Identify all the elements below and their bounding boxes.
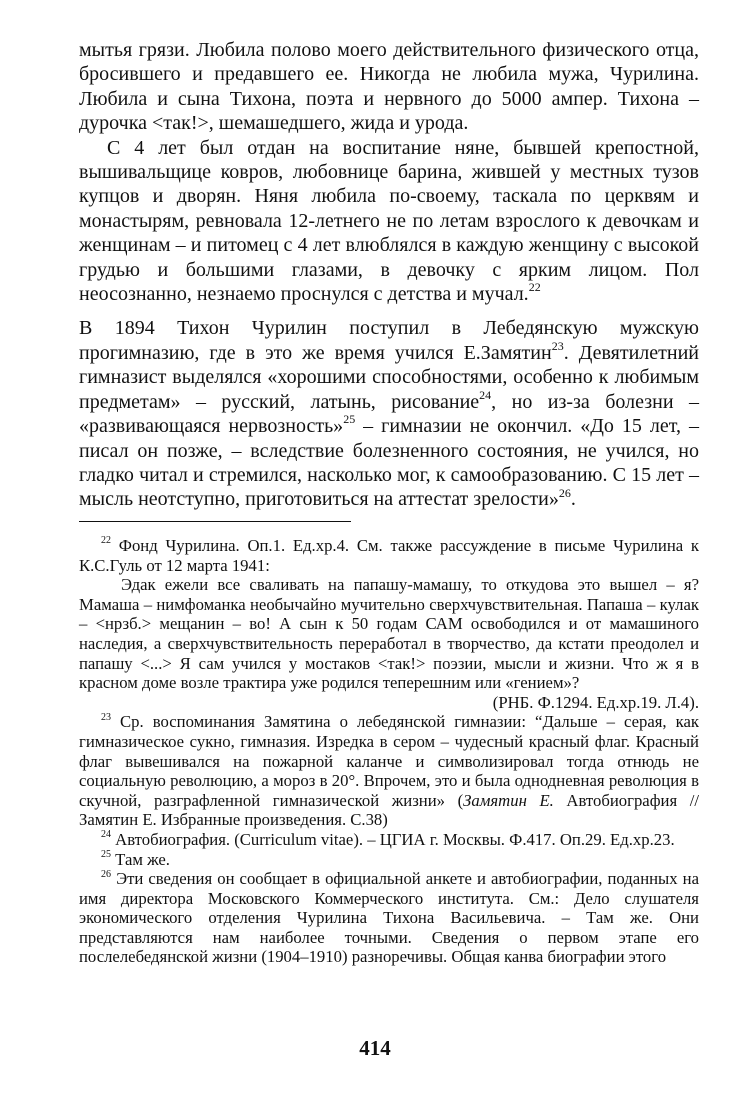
paragraph-3-part-d: – гимназии не окончил. «До 15 лет, – писал он позже, – вследствие болезненного состояния, не учился, но гладко читал и стремился, насколько мог, к самообразованию. С 15 лет – мысль неотступно, приготовиться на аттестат зрелости» xyxy=(79,415,699,511)
footnote-24 xyxy=(79,830,699,850)
footnote-23-tail: Автобиография // Замятин Е. Избранные произведения. С.38) xyxy=(79,790,699,830)
footnote-separator xyxy=(79,521,351,522)
footnote-22-source: (РНБ. Ф.1294. Ед.хр.19. Л.4). xyxy=(492,692,699,712)
footnote-26-text: Эти сведения он сообщает в официальной анкете и автобиографии, поданных на имя директора Московского Коммерческого института. См.: Дело слушателя экономического отделения Чурилина Тихона Васильевича. – Там же. Они представляются нам наиболее точными. Сведения о первом этапе его послелебедянской жизни (1904–1910) разноречивы. Общая канва биографии этого xyxy=(79,869,700,967)
paragraph-3-part-b: . Девятилетний гимназист выделялся «хорошими способностями, особенно к любимым предметам» – русский, латынь, рисование xyxy=(79,341,699,413)
footnote-23-text: Ср. воспоминания Замятина о лебедянской гимназии: “Дальше – серая, как гимназическое сукно, гимназия. Изредка в сером – чудесный красный флаг. Красный флаг вывешивался на пожарной каланче и символизировал тогда отнюдь не социальную революцию, а мороз в 20°. Впрочем, это и была однодневная революция в скучной, разграфленной гимназической жизни» ( xyxy=(79,712,700,810)
footnote-22-text: Фонд Чурилина. Оп.1. Ед.хр.4. См. также рассуждение в письме Чурилина к К.С.Гуль от 12 марта 1941: xyxy=(79,536,700,575)
paragraph-3-end: . xyxy=(570,488,576,511)
footnote-23 xyxy=(79,712,699,830)
footnotes xyxy=(79,536,699,967)
footnote-ref-22[interactable]: 22 xyxy=(528,280,541,295)
paragraph-3 xyxy=(79,316,699,511)
footnote-25 xyxy=(79,850,699,870)
footnote-24-text: Автобиография. (Curriculum vitae). – ЦГИА г. Москвы. Ф.417. Оп.29. Ед.хр.23. xyxy=(115,829,675,849)
paragraph-2 xyxy=(79,136,699,307)
footnote-26 xyxy=(79,869,699,967)
footnote-ref-26[interactable]: 26 xyxy=(558,485,571,500)
paragraph-2-text: С 4 лет был отдан на воспитание няне, бывшей крепостной, вышивальщице ковров, любовнице барина, жившей у местных тузов купцов и дворян. Няня любила по-своему, таскала по церквям и монастырям, ревновала 12-летнего не по летам взрослого к девочкам и женщинам – и питомец с 4 лет влюблялся в каждую женщину с высокой грудью и большими глазами, в девочку с ярким лицом. Пол неосознанно, незнаемо проснулся с детства и мучал. xyxy=(79,136,699,306)
footnote-25-text: Там же. xyxy=(115,849,170,869)
paragraph-1: мытья грязи. Любила полово моего действительного физического отца, бросившего и предавшего ее. Никогда не любила мужа, Чурилина. Любила и сына Тихона, поэта и нервного до 5000 ампер. Тихона – дурочка <так!>, шемашедшего, жида и урода. xyxy=(79,39,699,135)
footnote-25-number: 25 xyxy=(101,848,111,860)
footnote-24-number: 24 xyxy=(101,829,111,841)
main-text xyxy=(79,38,699,512)
footnote-ref-25[interactable]: 25 xyxy=(343,412,356,427)
page-number: 414 xyxy=(359,1036,391,1060)
footnote-23-number: 23 xyxy=(101,711,111,723)
footnote-22-number: 22 xyxy=(101,535,111,547)
footnote-ref-24[interactable]: 24 xyxy=(479,388,492,403)
paragraph-3-part-c: , но из-за болезни – «развивающаяся нервозность» xyxy=(79,390,699,438)
footnote-22 xyxy=(79,536,699,575)
footnote-ref-23[interactable]: 23 xyxy=(551,339,564,354)
paragraph-3-part-a: В 1894 Тихон Чурилин поступил в Лебедянскую мужскую прогимназию, где в это же время учился Е.Замятин xyxy=(79,317,699,364)
footnote-26-number: 26 xyxy=(101,868,111,880)
footnote-22-quote: Эдак ежели все сваливать на папашу-мамашу, то откудова это вышел – я? Мамаша – нимфоманка необычайно мучительно сверхчувствительная. Папаша – кулак – <нрзб.> мещанин – во! А сын к 50 годам САМ освободился и от мамашиного наследия, а сверхчувствительность переработал в творчество, да кстати преодолел и папашу <...> Я сам учился у мостаков <так!> поэзии, мысли и жизни. Что ж я в красном доме возле трактира уже родился теперешним или «гением»? xyxy=(79,575,699,693)
footnote-23-author: Замятин Е. xyxy=(463,790,554,810)
